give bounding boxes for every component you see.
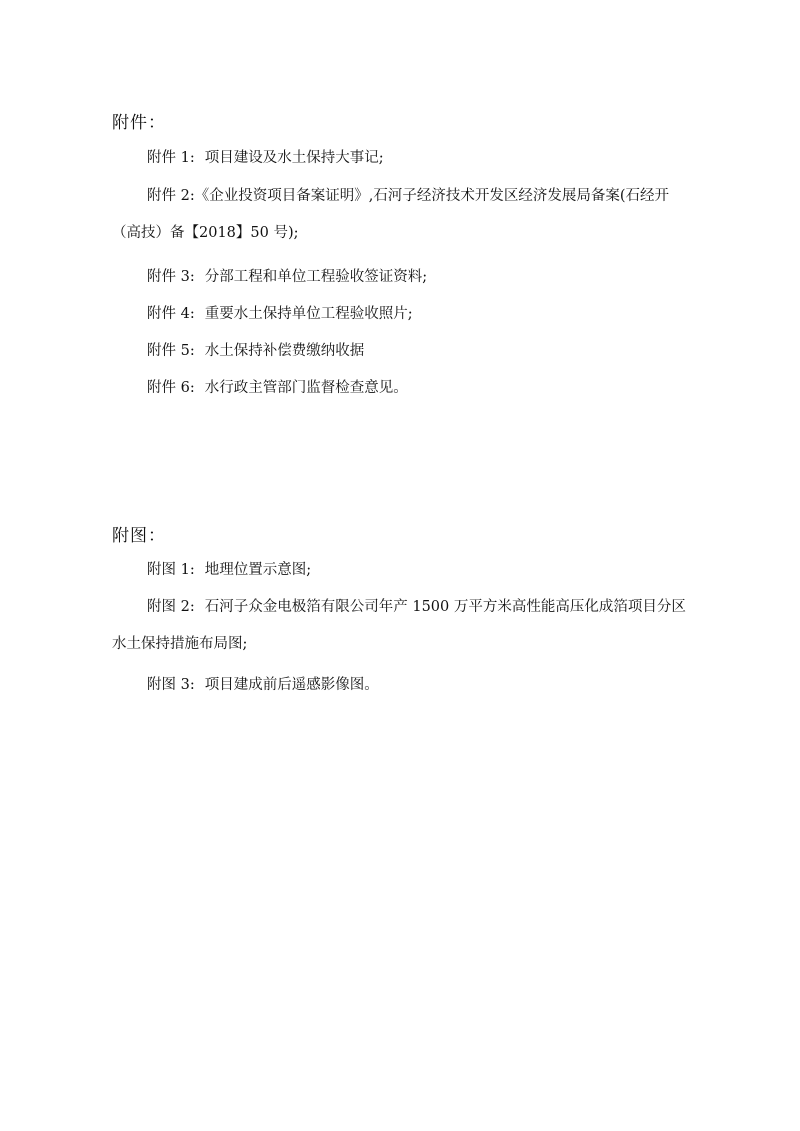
attachment-label: 附件 6: <box>147 380 195 396</box>
figure-text: 项目建成前后遥感影像图。 <box>204 677 379 693</box>
attachment-text: 重要水土保持单位工程验收照片; <box>204 306 413 322</box>
attachment-label: 附件 1: <box>147 150 195 166</box>
attachment-label: 附件 2: <box>147 188 195 204</box>
figure-item-3 <box>112 667 692 704</box>
figure-label: 附图 3: <box>147 677 195 693</box>
figure-label: 附图 2: <box>147 599 195 615</box>
figure-text: 地理位置示意图; <box>204 562 312 578</box>
attachment-item-4 <box>112 296 692 333</box>
figure-item-2 <box>112 589 692 663</box>
figures-heading: 附图： <box>112 526 166 546</box>
attachments-heading: 附件： <box>112 113 166 133</box>
attachment-text: 水土保持补偿费缴纳收据 <box>204 343 365 359</box>
figure-label: 附图 1: <box>147 562 195 578</box>
attachment-text: 《企业投资项目备案证明》,石河子经济技术开发区经济发展局备案(石经开（高技）备【2018】50 号); <box>112 188 669 241</box>
attachment-item-6 <box>112 370 692 407</box>
attachment-item-5 <box>112 333 692 370</box>
attachment-text: 分部工程和单位工程验收签证资料; <box>204 269 428 285</box>
attachment-label: 附件 3: <box>147 269 195 285</box>
attachment-text: 水行政主管部门监督检查意见。 <box>204 380 408 396</box>
attachment-item-2 <box>112 178 692 252</box>
attachment-text: 项目建设及水土保持大事记; <box>204 150 384 166</box>
attachment-item-3 <box>112 259 692 296</box>
attachment-label: 附件 4: <box>147 306 195 322</box>
figure-item-1 <box>112 552 692 589</box>
figure-text: 石河子众金电极箔有限公司年产 1500 万平方米高性能高压化成箔项目分区水土保持措施布局图; <box>112 599 686 652</box>
attachment-item-1 <box>112 140 692 177</box>
attachment-label: 附件 5: <box>147 343 195 359</box>
